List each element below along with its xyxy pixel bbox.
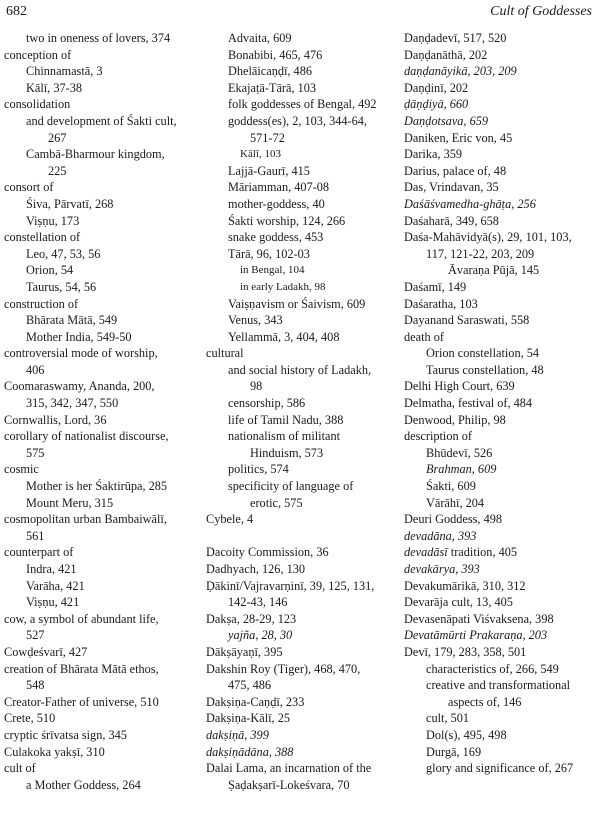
index-entry: description of: [404, 429, 472, 444]
index-entry: death of: [404, 329, 444, 344]
index-subentry: Śiva, Pārvatī, 268: [26, 196, 114, 211]
index-subentry: specificity of language of: [228, 479, 354, 494]
index-entry: cosmic: [4, 462, 39, 477]
index-subentry: Leo, 47, 53, 56: [26, 246, 101, 261]
index-subentry: 225: [48, 163, 67, 178]
index-entry: Darika, 359: [404, 147, 463, 162]
index-entry: Cowḍeśvarī, 427: [4, 644, 88, 659]
page-header: [6, 4, 592, 24]
index-entry: Dalai Lama, an incarnation of the: [206, 761, 372, 776]
index-subentry: Lajjā-Gaurī, 415: [228, 163, 310, 178]
index-column-2: [206, 30, 402, 793]
index-subentry: 267: [48, 130, 67, 145]
index-entry: controversial mode of worship,: [4, 346, 158, 361]
index-entry: Creator-Father of universe, 510: [4, 694, 159, 709]
index-entry: Delmatha, festival of, 484: [404, 396, 533, 411]
index-subentry: 98: [250, 379, 263, 394]
index-entry: devakārya, 393: [404, 562, 480, 576]
index-entry: cosmopolitan urban Bambaiwālī,: [4, 512, 167, 527]
index-subentry: Vaiṣṇavism or Śaivism, 609: [228, 296, 366, 311]
index-subentry: Ekajaṭā-Tārā, 103: [228, 80, 317, 95]
index-subentry: Śakti worship, 124, 266: [228, 213, 346, 228]
index-subentry: snake goddess, 453: [228, 230, 324, 245]
index-subentry: and development of Śakti cult,: [26, 113, 177, 128]
index-subentry: Hinduism, 573: [250, 445, 324, 460]
index-subentry: Māriamman, 407-08: [228, 180, 330, 195]
index-subentry: a Mother Goddess, 264: [26, 777, 141, 792]
index-subentry: Venus, 343: [228, 313, 283, 328]
index-entry: Denwood, Philip, 98: [404, 412, 506, 427]
index-subentry: yajña, 28, 30: [228, 628, 293, 643]
index-entry: Dakshin Roy (Tiger), 468, 470,: [206, 661, 361, 676]
index-entry: cult of: [4, 761, 36, 776]
index-entry: ḍāṇḍiyā, 660: [404, 97, 469, 112]
index-entry: Dakṣiṇa-Caṇḍī, 233: [206, 694, 305, 709]
page-number: 682: [6, 4, 27, 19]
index-entry: conception of: [4, 47, 72, 62]
index-entry: Devasenāpati Viśvaksena, 398: [404, 611, 554, 626]
index-subentry: Tārā, 96, 102-03: [228, 246, 310, 261]
index-entry: Daśamī, 149: [404, 279, 467, 294]
italic-term: devadāsī: [404, 545, 448, 560]
index-subentry: Durgā, 169: [426, 744, 482, 759]
index-subentry: Advaita, 609: [228, 31, 292, 45]
index-subentry: Āvaraṇa Pūjā, 145: [448, 263, 540, 278]
index-subentry: 571-72: [250, 130, 285, 145]
index-entry: Daśa-Mahāvidyā(s), 29, 101, 103,: [404, 230, 572, 245]
index-entry: cultural: [206, 346, 244, 361]
index-column-3: [404, 30, 598, 777]
index-subentry: censorship, 586: [228, 396, 306, 411]
index-column-1: [4, 30, 202, 793]
section-gap: [206, 528, 402, 545]
index-subentry: Kālī, 103: [240, 148, 281, 161]
index-entry: devadāsī tradition, 405: [404, 545, 518, 560]
index-entry: Dākṣāyaṇī, 395: [206, 644, 283, 659]
index-entry: Cornwallis, Lord, 36: [4, 412, 107, 427]
index-subentry: 548: [26, 678, 45, 693]
index-subentry: nationalism of militant: [228, 429, 341, 444]
index-subentry: Mother is her Śaktirūpa, 285: [26, 479, 168, 494]
index-subentry: 315, 342, 347, 550: [26, 396, 119, 411]
index-entry: Deuri Goddess, 498: [404, 512, 503, 527]
index-subentry: Orion constellation, 54: [426, 346, 540, 361]
index-subentry: Taurus constellation, 48: [426, 362, 544, 377]
index-entry: cow, a symbol of abundant life,: [4, 611, 159, 626]
index-entry: dakṣiṇādāna, 388: [206, 744, 294, 759]
index-entry: Darius, palace of, 48: [404, 163, 507, 178]
index-subentry: characteristics of, 266, 549: [426, 661, 559, 676]
index-entry: Daṇḍadevī, 517, 520: [404, 31, 507, 45]
index-entry: Daṇḍanāthā, 202: [404, 47, 488, 62]
index-subentry: in Bengal, 104: [240, 264, 305, 277]
index-entry: Ḍākinī/Vajravarṇinī, 39, 125, 131,: [206, 578, 375, 593]
index-entry: construction of: [4, 296, 79, 311]
index-subentry: 527: [26, 628, 45, 643]
index-entry: corollary of nationalist discourse,: [4, 429, 169, 444]
index-subentry: Varāha, 421: [26, 578, 85, 593]
index-entry: creation of Bhārata Mātā ethos,: [4, 661, 159, 676]
index-subentry: 117, 121-22, 203, 209: [426, 246, 535, 261]
index-entry: Daniken, Eric von, 45: [404, 130, 513, 145]
index-entry: daṇḍanāyikā, 203, 209: [404, 64, 517, 79]
index-entry: Daśaharā, 349, 658: [404, 213, 499, 228]
index-subentry: mother-goddess, 40: [228, 196, 325, 211]
index-entry: Daśaratha, 103: [404, 296, 478, 311]
index-subentry: Ṣaḍakṣarī-Lokeśvara, 70: [228, 777, 350, 792]
index-subentry: 575: [26, 445, 45, 460]
index-subentry: Brahman, 609: [426, 462, 497, 477]
index-entry: cryptic śrīvatsa sign, 345: [4, 727, 127, 742]
index-subentry: Dol(s), 495, 498: [426, 727, 507, 742]
index-subentry: 406: [26, 362, 45, 377]
index-entry: Daṇḍinī, 202: [404, 80, 469, 95]
index-entry: Delhi High Court, 639: [404, 379, 515, 394]
index-subentry: Kālī, 37-38: [26, 80, 83, 95]
index-entry: devadāna, 393: [404, 528, 477, 543]
index-entry: Dadhyach, 126, 130: [206, 562, 306, 576]
index-entry: Culakoka yakṣī, 310: [4, 744, 105, 759]
running-title: Cult of Goddesses: [490, 4, 592, 19]
index-subentry: Viṣṇu, 421: [26, 595, 80, 610]
index-subentry: glory and significance of, 267: [426, 761, 574, 776]
index-subentry: 142-43, 146: [228, 595, 288, 610]
index-entry: consolidation: [4, 97, 71, 112]
index-subentry: Bhūdevī, 526: [426, 445, 493, 460]
index-subentry: politics, 574: [228, 462, 289, 477]
index-subentry: Indra, 421: [26, 562, 77, 576]
index-subentry: and social history of Ladakh,: [228, 362, 372, 377]
index-entry: Dayanand Saraswati, 558: [404, 313, 530, 328]
index-subentry: folk goddesses of Bengal, 492: [228, 97, 377, 112]
index-subentry: aspects of, 146: [448, 694, 522, 709]
index-entry: consort of: [4, 180, 54, 195]
index-entry: constellation of: [4, 230, 81, 245]
index-subentry: Śakti, 609: [426, 479, 476, 494]
index-entry: Das, Vrindavan, 35: [404, 180, 499, 195]
index-subentry: Orion, 54: [26, 263, 74, 278]
index-entry: Devakumārikā, 310, 312: [404, 578, 526, 593]
index-entry: Dakṣiṇa-Kālī, 25: [206, 711, 291, 726]
index-subentry: two in oneness of lovers, 374: [26, 31, 171, 45]
index-entry: Devarāja cult, 13, 405: [404, 595, 513, 610]
index-subentry: erotic, 575: [250, 495, 303, 510]
index-subentry: Yellammā, 3, 404, 408: [228, 329, 340, 344]
index-entry: Cybele, 4: [206, 512, 254, 527]
index-entry: Devī, 179, 283, 358, 501: [404, 644, 527, 659]
index-subentry: Viṣṇu, 173: [26, 213, 80, 228]
index-subentry: Bhārata Mātā, 549: [26, 313, 118, 328]
index-entry: Daṇḍotsava, 659: [404, 113, 489, 128]
index-subentry: Mother India, 549-50: [26, 329, 132, 344]
index-entry: Coomaraswamy, Ananda, 200,: [4, 379, 155, 394]
index-subentry: Dhelāicaṇḍī, 486: [228, 64, 313, 79]
index-entry: Crete, 510: [4, 711, 56, 726]
index-entry: Dakṣa, 28-29, 123: [206, 611, 297, 626]
index-subentry: Vārāhī, 204: [426, 495, 485, 510]
index-subentry: Chinnamastā, 3: [26, 64, 103, 79]
index-entry: Devatāmūrti Prakaraṇa, 203: [404, 628, 548, 643]
index-subentry: cult, 501: [426, 711, 470, 726]
index-subentry: 561: [26, 528, 45, 543]
index-subentry: Bonabibi, 465, 476: [228, 47, 323, 62]
index-subentry: Taurus, 54, 56: [26, 279, 97, 294]
index-entry: counterpart of: [4, 545, 74, 560]
index-entry: Daśāśvamedha-ghāṭa, 256: [404, 196, 536, 211]
index-entry: Dacoity Commission, 36: [206, 545, 329, 560]
index-subentry: Cambā-Bharmour kingdom,: [26, 147, 165, 162]
index-subentry: Mount Meru, 315: [26, 495, 114, 510]
index-entry: dakṣiṇā, 399: [206, 727, 269, 742]
index-subentry: in early Ladakh, 98: [240, 280, 326, 293]
index-subentry: life of Tamil Nadu, 388: [228, 412, 344, 427]
index-subentry: 475, 486: [228, 678, 272, 693]
index-subentry: goddess(es), 2, 103, 344-64,: [228, 113, 368, 128]
index-subentry: creative and transformational: [426, 678, 571, 693]
